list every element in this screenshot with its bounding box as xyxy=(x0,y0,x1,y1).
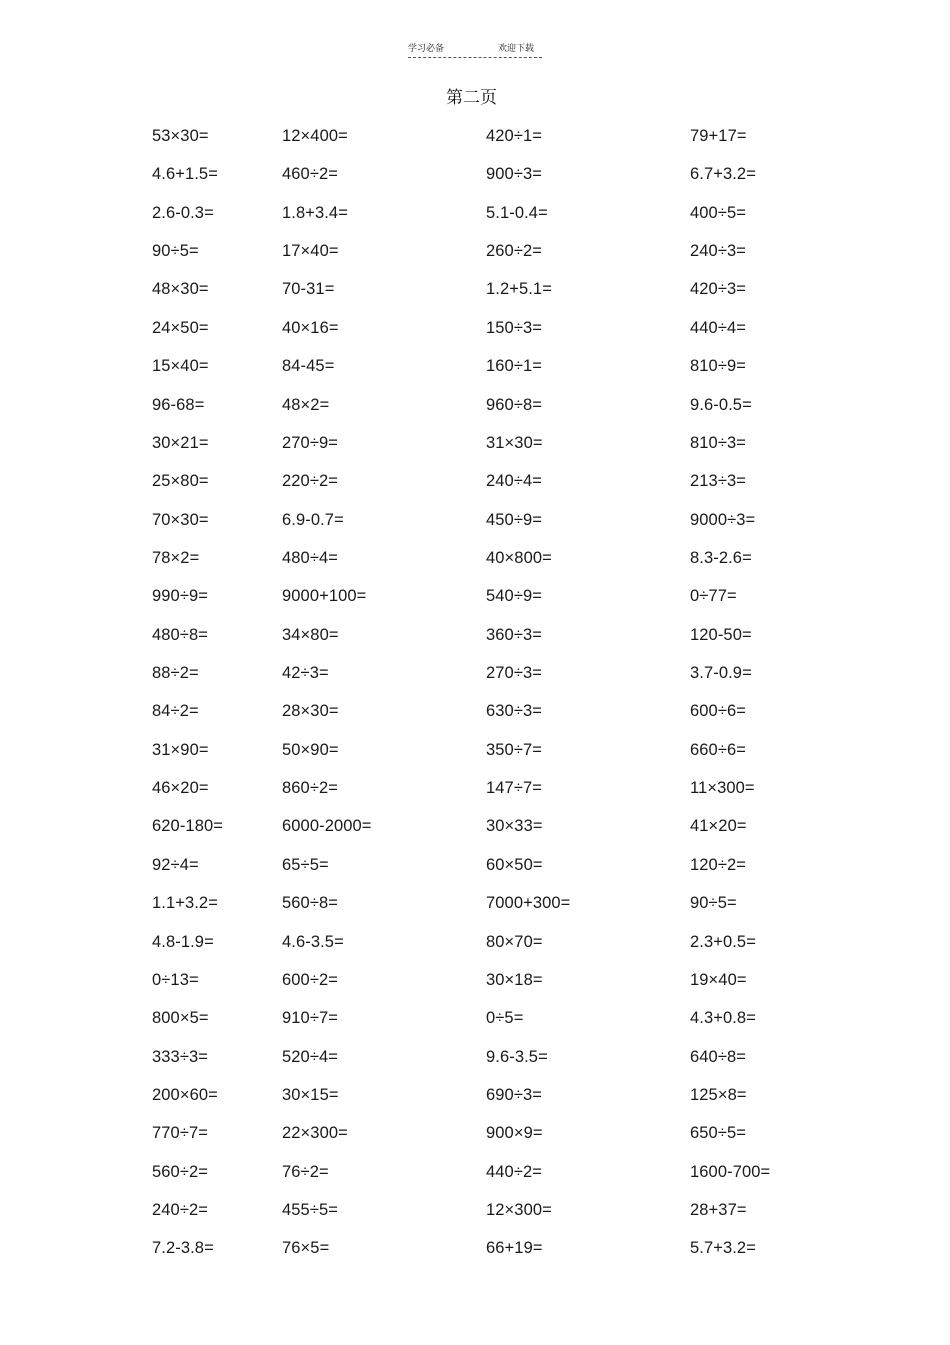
problem-item: 31×30= xyxy=(486,433,543,452)
problem-row xyxy=(0,1198,950,1236)
problem-item: 7.2-3.8= xyxy=(152,1239,214,1258)
problem-item: 620-180= xyxy=(152,817,223,836)
problem-item: 420÷1= xyxy=(486,127,542,145)
problem-item: 60×50= xyxy=(486,855,543,874)
problem-item: 9.6-3.5= xyxy=(486,1047,548,1066)
problem-item: 9000+100= xyxy=(282,587,367,606)
problem-item: 270÷3= xyxy=(486,664,542,683)
problem-item: 22×300= xyxy=(282,1124,348,1143)
problem-item: 17×40= xyxy=(282,242,339,261)
problem-item: 6.9-0.7= xyxy=(282,510,344,529)
problem-item: 1600-700= xyxy=(690,1162,771,1181)
problem-item: 960÷8= xyxy=(486,395,542,414)
problem-item: 90÷5= xyxy=(690,894,737,913)
problem-item: 630÷3= xyxy=(486,702,542,721)
problem-item: 66+19= xyxy=(486,1239,543,1258)
problem-item: 350÷7= xyxy=(486,740,542,759)
problem-item: 240÷2= xyxy=(152,1201,208,1220)
problem-item: 8.3-2.6= xyxy=(690,548,752,567)
problem-item: 53×30= xyxy=(152,127,209,145)
problem-item: 96-68= xyxy=(152,395,205,414)
problem-item: 80×70= xyxy=(486,932,543,951)
problem-item: 5.7+3.2= xyxy=(690,1239,756,1258)
problem-item: 7000+300= xyxy=(486,894,571,913)
problem-item: 28×30= xyxy=(282,702,339,721)
problem-item: 42÷3= xyxy=(282,664,329,683)
problem-item: 30×33= xyxy=(486,817,543,836)
problem-item: 213÷3= xyxy=(690,472,746,491)
problem-item: 70-31= xyxy=(282,280,335,299)
problem-item: 19×40= xyxy=(690,970,747,989)
problem-item: 5.1-0.4= xyxy=(486,203,548,222)
problem-item: 240÷3= xyxy=(690,242,746,261)
problem-item: 900÷3= xyxy=(486,165,542,184)
problem-item: 79+17= xyxy=(690,127,747,145)
problem-item: 24×50= xyxy=(152,318,209,337)
problem-item: 990÷9= xyxy=(152,587,208,606)
problem-item: 0÷5= xyxy=(486,1009,524,1028)
problem-row xyxy=(0,239,950,277)
problem-row xyxy=(0,1121,950,1159)
problem-item: 520÷4= xyxy=(282,1047,338,1066)
problem-row xyxy=(0,968,950,1006)
problem-item: 30×21= xyxy=(152,433,209,452)
problem-item: 690÷3= xyxy=(486,1085,542,1104)
problem-row xyxy=(0,124,950,162)
problem-item: 1.8+3.4= xyxy=(282,203,348,222)
problem-item: 4.3+0.8= xyxy=(690,1009,756,1028)
problem-item: 910÷7= xyxy=(282,1009,338,1028)
problem-row xyxy=(0,508,950,546)
header-right-text: 欢迎下载 xyxy=(498,44,535,54)
problem-grid xyxy=(0,124,950,1275)
page-title: 第二页 xyxy=(446,88,497,108)
problem-item: 660÷6= xyxy=(690,740,746,759)
problem-row xyxy=(0,930,950,968)
problem-item: 125×8= xyxy=(690,1085,747,1104)
problem-item: 120-50= xyxy=(690,625,752,644)
problem-item: 6.7+3.2= xyxy=(690,165,756,184)
problem-item: 640÷8= xyxy=(690,1047,746,1066)
problem-row xyxy=(0,431,950,469)
problem-item: 31×90= xyxy=(152,740,209,759)
problem-item: 420÷3= xyxy=(690,280,746,299)
problem-row xyxy=(0,1006,950,1044)
problem-item: 70×30= xyxy=(152,510,209,529)
problem-item: 200×60= xyxy=(152,1085,218,1104)
problem-item: 150÷3= xyxy=(486,318,542,337)
problem-row xyxy=(0,853,950,891)
problem-row xyxy=(0,584,950,622)
problem-item: 2.3+0.5= xyxy=(690,932,756,951)
problem-item: 30×15= xyxy=(282,1085,339,1104)
problem-item: 360÷3= xyxy=(486,625,542,644)
problem-item: 48×30= xyxy=(152,280,209,299)
problem-item: 440÷2= xyxy=(486,1162,542,1181)
problem-row xyxy=(0,162,950,200)
problem-item: 147÷7= xyxy=(486,779,542,798)
problem-row xyxy=(0,316,950,354)
problem-item: 15×40= xyxy=(152,357,209,376)
problem-item: 12×400= xyxy=(282,127,348,145)
problem-row xyxy=(0,1083,950,1121)
problem-item: 48×2= xyxy=(282,395,330,414)
problem-item: 0÷13= xyxy=(152,970,199,989)
problem-item: 65÷5= xyxy=(282,855,329,874)
problem-item: 76÷2= xyxy=(282,1162,329,1181)
problem-item: 84÷2= xyxy=(152,702,199,721)
problem-item: 810÷9= xyxy=(690,357,746,376)
problem-item: 1.1+3.2= xyxy=(152,894,218,913)
problem-item: 50×90= xyxy=(282,740,339,759)
problem-item: 600÷2= xyxy=(282,970,338,989)
problem-item: 770÷7= xyxy=(152,1124,208,1143)
problem-row xyxy=(0,661,950,699)
problem-row xyxy=(0,277,950,315)
problem-item: 560÷2= xyxy=(152,1162,208,1181)
problem-item: 540÷9= xyxy=(486,587,542,606)
problem-item: 2.6-0.3= xyxy=(152,203,214,222)
problem-item: 84-45= xyxy=(282,357,335,376)
problem-item: 450÷9= xyxy=(486,510,542,529)
problem-row xyxy=(0,814,950,852)
problem-item: 92÷4= xyxy=(152,855,199,874)
problem-item: 4.6-3.5= xyxy=(282,932,344,951)
problem-item: 0÷77= xyxy=(690,587,737,606)
problem-item: 11×300= xyxy=(690,779,755,798)
problem-item: 90÷5= xyxy=(152,242,199,261)
problem-item: 455÷5= xyxy=(282,1201,338,1220)
problem-item: 4.8-1.9= xyxy=(152,932,214,951)
problem-item: 120÷2= xyxy=(690,855,746,874)
problem-item: 560÷8= xyxy=(282,894,338,913)
problem-item: 46×20= xyxy=(152,779,209,798)
problem-row xyxy=(0,623,950,661)
problem-row xyxy=(0,1160,950,1198)
problem-item: 3.7-0.9= xyxy=(690,664,752,683)
problem-item: 41×20= xyxy=(690,817,747,836)
problem-row xyxy=(0,354,950,392)
problem-item: 800×5= xyxy=(152,1009,209,1028)
problem-item: 650÷5= xyxy=(690,1124,746,1143)
problem-item: 88÷2= xyxy=(152,664,199,683)
problem-row xyxy=(0,776,950,814)
problem-row xyxy=(0,201,950,239)
problem-item: 860÷2= xyxy=(282,779,338,798)
problem-item: 12×300= xyxy=(486,1201,552,1220)
problem-item: 78×2= xyxy=(152,548,200,567)
problem-row xyxy=(0,1045,950,1083)
problem-row xyxy=(0,738,950,776)
problem-item: 30×18= xyxy=(486,970,543,989)
problem-item: 4.6+1.5= xyxy=(152,165,218,184)
problem-item: 810÷3= xyxy=(690,433,746,452)
problem-item: 460÷2= xyxy=(282,165,338,184)
problem-row xyxy=(0,469,950,507)
page-header xyxy=(408,39,542,58)
problem-row xyxy=(0,699,950,737)
problem-item: 40×800= xyxy=(486,548,552,567)
problem-item: 480÷4= xyxy=(282,548,338,567)
problem-item: 160÷1= xyxy=(486,357,542,376)
problem-item: 333÷3= xyxy=(152,1047,208,1066)
problem-row xyxy=(0,891,950,929)
problem-item: 9.6-0.5= xyxy=(690,395,752,414)
problem-item: 40×16= xyxy=(282,318,339,337)
problem-item: 28+37= xyxy=(690,1201,747,1220)
problem-item: 6000-2000= xyxy=(282,817,372,836)
problem-item: 220÷2= xyxy=(282,472,338,491)
problem-row xyxy=(0,393,950,431)
problem-item: 270÷9= xyxy=(282,433,338,452)
problem-item: 400÷5= xyxy=(690,203,746,222)
problem-row xyxy=(0,1236,950,1274)
problem-item: 240÷4= xyxy=(486,472,542,491)
problem-item: 480÷8= xyxy=(152,625,208,644)
problem-item: 900×9= xyxy=(486,1124,543,1143)
problem-item: 260÷2= xyxy=(486,242,542,261)
problem-row xyxy=(0,546,950,584)
problem-item: 1.2+5.1= xyxy=(486,280,552,299)
header-left-text: 学习必备 xyxy=(408,44,445,54)
problem-item: 9000÷3= xyxy=(690,510,756,529)
problem-item: 76×5= xyxy=(282,1239,330,1258)
problem-item: 440÷4= xyxy=(690,318,746,337)
problem-item: 34×80= xyxy=(282,625,339,644)
problem-item: 25×80= xyxy=(152,472,209,491)
problem-item: 600÷6= xyxy=(690,702,746,721)
